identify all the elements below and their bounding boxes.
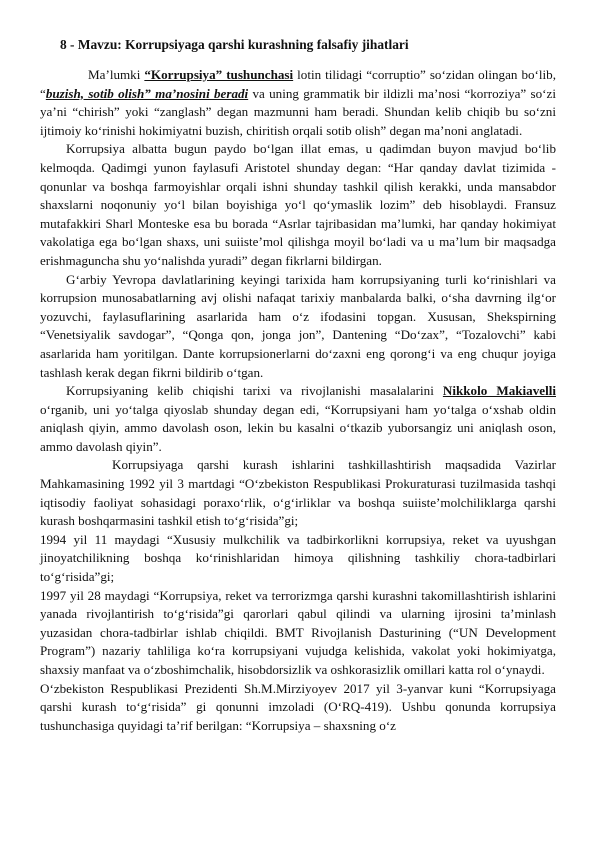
paragraph-text: o‘rganib, uni yo‘talga qiyoslab shunday degan edi, “Korrupsiyani ham yo‘talga o‘xshab oldin aniqlash qiyin, ammo davolash oson, lekin bu kasalni o‘tkazib yuborsangiz uni aniqlash oson, ammo davolash qiyin”. xyxy=(40,401,556,454)
paragraph-text: lotin tilidagi “corruptio” so‘zidan olingan bo‘lib, “ xyxy=(40,67,556,101)
paragraph-decree-1992: Korrupsiyaga qarshi kurash ishlarini tashkillashtirish maqsadida Vazirlar Mahkamasining 1992 yil 3 martdagi “O‘zbekiston Respublikasi Prokuraturasi tuzilmasida tashqi iqtisodiy faoliyat sohasidagi poraxo‘rlik, o‘g‘irliklar va boshqa suiiste’molchiliklarga qarshi kurash boshqarmasini tashkil etish to‘g‘risida”gi; xyxy=(40,457,556,529)
paragraph-europe: G‘arbiy Yevropa davlatlarining keyingi tarixida ham korrupsiyaning turli ko‘rinishlari va korrupsion munosabatlarning avj olishi nafaqat tarixiy manbalarda balki, o‘sha davrning ilg‘or yozuvchi, faylasuflarining asarlarida ham o‘z ifodasini topgan. Xususan, Shekspirning “Venetsiyalik savdogar”, “Qonga qon, jonga jon”, Dantening “Do‘zax”, “Tozalovchi” kabi asarlarida ham yoritilgan. Dante korrupsionerlarni do‘zaxni eng qorong‘i va eng chuqur joyiga tashlash kerak degan fikrni bildirib o‘tgan. xyxy=(40,271,556,380)
term-meaning: buzish, sotib olish” ma’nosini beradi xyxy=(45,85,249,101)
paragraph-law-2017: O‘zbekiston Respublikasi Prezidenti Sh.M.Mirziyoyev 2017 yil 3-yanvar kuni “Korrupsiyaga qarshi kurash to‘g‘risida” gi qonunni imzoladi (O‘RQ-419). Ushbu qonunda korrupsiya tushunchasiga quyidagi ta’rif berilgan: “Korrupsiya – shaxsning o‘z xyxy=(40,680,556,733)
paragraph-text: va uning grammatik bir ildizli ma’nosi “korroziya” so‘zi ya’ni “chirish” yoki “zanglash” degan mazmunni ham beradi. Shundan kelib chiqib bu so‘zni ijtimoiy ko‘rinishi hokimiyatni buzish, chiritish orqali sotib olish” degan ma’noni anglatadi. xyxy=(40,85,556,138)
paragraph-text: Ma’lumki xyxy=(88,67,145,82)
page-title: 8 - Mavzu: Korrupsiyaga qarshi kurashning falsafiy jihatlari xyxy=(60,37,409,52)
paragraph-machiavelli xyxy=(40,382,556,456)
paragraph-text: Korrupsiyaning kelib chiqishi tarixi va rivojlanishi masalalarini xyxy=(66,383,443,399)
name-machiavelli: Nikkolo Makiavelli xyxy=(442,383,556,399)
term-korrupsiya: “Korrupsiya” tushunchasi xyxy=(144,67,294,82)
paragraph-decree-1997: 1997 yil 28 maydagi “Korrupsiya, reket va terrorizmga qarshi kurashni takomillashtirish ishlarini yanada rivojlantirish to‘g‘risida”gi qarorlari qabul qilindi va ularning ijrosini ta’minlash yuzasidan chora-tadbirlar ishlab chiqildi. BMT Rivojlanish Dasturining (“UN Development Program”) nazariy tahliliga ko‘ra korrupsiyani vujudga kelishida, vakolat yoki hokimiyatga, shaxsiy manfaat va o‘zboshimchalik, hisobdorsizlik va oshkorasizlik omillari katta rol o‘ynaydi. xyxy=(40,587,556,677)
paragraph-definition xyxy=(40,66,556,140)
paragraph-history: Korrupsiya albatta bugun paydo bo‘lgan illat emas, u qadimdan buyon mavjud bo‘lib kelmoqda. Qadimgi yunon faylasufi Aristotel shunday degan: “Har qanday davlat tizimida - qonunlar va boshqa farmoyishlar orqali ishni shunday tashkil qilish kerakki, unda mansabdor shaxslarni noqonuniy yo‘l bilan boyishiga yo‘l qo‘ymaslik lozim” deb hisoblaydi. Fransuz mutafakkiri Sharl Monteske esa bu borada “Asrlar tajribasidan ma’lumki, har qanday hokimiyat vakolatiga ega bo‘lgan shaxs, uni suiiste’mol qilishga moyil bo‘ladi va u ma’lum bir maqsadga erishmaguncha shu yo‘nalishda yuradi” degan fikrlarni bildirgan. xyxy=(40,141,556,268)
paragraph-decree-1994: 1994 yil 11 maydagi “Xususiy mulkchilik va tadbirkorlikni korrupsiya, reket va uyushgan jinoyatchilikning boshqa ko‘rinishlaridan himoya qilishning tashkiliy chora-tadbirlari to‘g‘risida”gi; xyxy=(40,531,556,585)
